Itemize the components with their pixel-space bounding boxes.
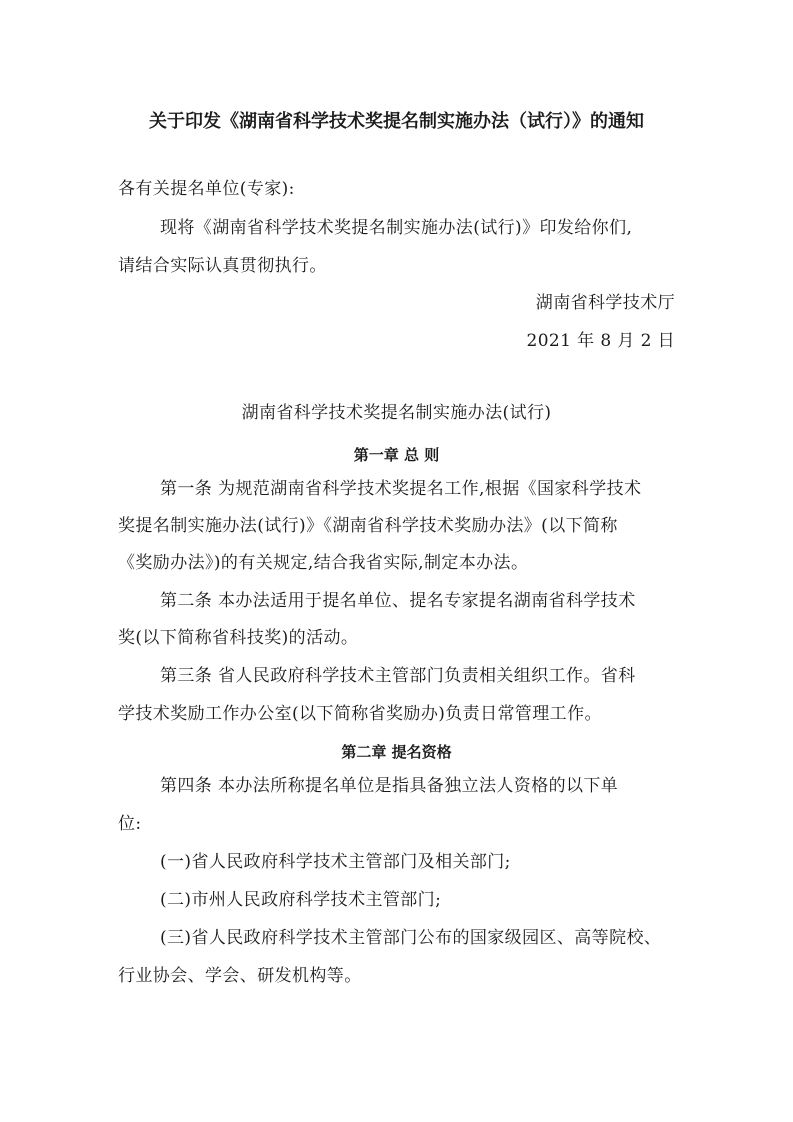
article-2-line-2: 奖(以下简称省科技奖)的活动。 — [118, 628, 359, 648]
notice-body-line-2: 请结合实际认真贯彻执行。 — [118, 256, 327, 276]
salutation: 各有关提名单位(专家): — [118, 179, 295, 199]
article-1-line-3: 《奖励办法》)的有关规定,结合我省实际,制定本办法。 — [118, 553, 529, 573]
article-1-line-2: 奖提名制实施办法(试行)》《湖南省科学技术奖励办法》(以下简称 — [118, 516, 618, 536]
article-4-line-1: 第四条 本办法所称提名单位是指具备独立法人资格的以下单 — [160, 776, 619, 796]
article-2-line-1: 第二条 本办法适用于提名单位、提名专家提名湖南省科学技术 — [160, 591, 636, 611]
notice-title: 关于印发《湖南省科学技术奖提名制实施办法（试行）》的通知 — [149, 111, 644, 132]
list-item-1: (一)省人民政府科学技术主管部门及相关部门; — [160, 852, 511, 872]
measures-title: 湖南省科学技术奖提名制实施办法(试行) — [241, 403, 552, 423]
issuer: 湖南省科学技术厅 — [535, 293, 675, 313]
issue-date: 2021 年 8 月 2 日 — [526, 331, 675, 351]
list-item-2: (二)市州人民政府科学技术主管部门; — [160, 890, 442, 910]
article-3-line-1: 第三条 省人民政府科学技术主管部门负责相关组织工作。省科 — [160, 666, 636, 686]
article-1-line-1: 第一条 为规范湖南省科学技术奖提名工作,根据《国家科学技术 — [160, 479, 642, 499]
notice-body-line-1: 现将《湖南省科学技术奖提名制实施办法(试行)》印发给你们, — [160, 218, 633, 238]
list-item-3-line-1: (三)省人民政府科学技术主管部门公布的国家级园区、高等院校、 — [160, 928, 662, 948]
chapter-2-heading: 第二章 提名资格 — [341, 743, 452, 761]
article-4-line-2: 位: — [118, 814, 142, 834]
article-3-line-2: 学技术奖励工作办公室(以下简称省奖励办)负责日常管理工作。 — [118, 704, 602, 724]
chapter-1-heading: 第一章 总 则 — [353, 446, 440, 464]
list-item-3-line-2: 行业协会、学会、研发机构等。 — [118, 966, 362, 986]
